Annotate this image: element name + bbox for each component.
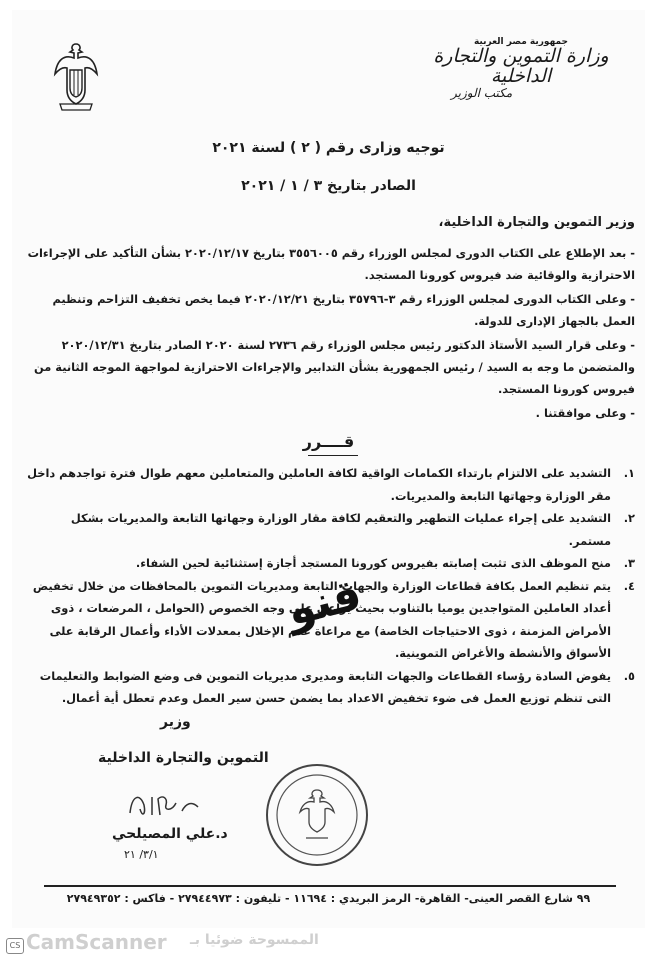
decision-item — [25, 462, 635, 507]
document-page — [12, 10, 645, 928]
decision-item-number: ٤. — [623, 578, 635, 593]
decision-item-number: ٣. — [623, 556, 635, 570]
camscanner-tagline: الممسوحة ضوئيا بـ — [190, 932, 319, 948]
decision-item — [25, 507, 635, 552]
camscanner-brand: CamScanner — [26, 930, 167, 954]
decision-item-number: ٢. — [623, 511, 635, 525]
handwritten-signature — [122, 785, 212, 825]
decision-item-text: يفوض السادة رؤساء القطاعات والجهات التابعة ومديرى مديريات التموين فى وضع الضوابط والتعليمات التى تنظم توزيع العمل فى ضوء تخفيض الاعداد بما يضمن حسن سير العمل وعدم تعطل أية أعمال. — [39, 668, 611, 705]
letterhead-office: مكتب الوزير — [451, 86, 513, 101]
decision-item — [25, 665, 635, 710]
decision-item — [25, 552, 635, 575]
decision-underline — [308, 455, 358, 456]
decision-item-text: التشديد على الالتزام بارتداء الكمامات الواقية لكافة العاملين والمتعاملين معهم طوال فترة تواجدهم داخل مقر الوزارة وجهاتها التابعة والمديريات. — [27, 466, 611, 503]
preamble-item: - بعد الإطلاع على الكتاب الدورى لمجلس الوزراء رقم ٣٥٥٦٠٠٥ بتاريخ ٢٠٢٠/١٢/١٧ بشأن التأكيد على الإجراءات الاحترازية والوقائية ضد فيروس كورونا المستجد. — [27, 246, 635, 282]
official-seal — [262, 760, 372, 870]
footer-address: ٩٩ شارع القصر العينى- القاهرة- الرمز البريدي : ١١٦٩٤ - تليفون : ٢٧٩٤٤٩٧٣ - فاكس : ٢٧٩٤٩٣٥٢ — [66, 892, 591, 905]
signatory-title: وزير — [160, 714, 191, 730]
directive-title: توجيه وزارى رقم ( ٢ ) لسنة ٢٠٢١ — [212, 140, 445, 156]
preamble-item: - وعلى قرار السيد الأستاذ الدكتور رئيس مجلس الوزراء رقم ٢٧٣٦ لسنة ٢٠٢٠ الصادر بتاريخ ٢٠٢٠/١٢/٣١ والمتضمن ما وجه به السيد / رئيس الجمهورية بشأن التدابير والإجراءات الاحترازية لمواجهة الموجه الثانية من فيروس كورونا المستجد. — [34, 338, 635, 396]
decision-item-text: منح الموظف الذى تثبت إصابته بفيروس كورونا المستجد أجازة إستثنائية لحين الشفاء. — [135, 556, 611, 570]
site-watermark: قنو — [281, 568, 367, 637]
camscanner-icon: CS — [6, 938, 24, 954]
signatory-name: د.علي المصيلحي — [112, 826, 228, 842]
eagle-emblem-icon — [52, 40, 100, 112]
decision-item-text: التشديد على إجراء عمليات التطهير والتعقيم لكافة مقار الوزارة وجهاتها التابعة والمديريات بشكل مستمر. — [70, 511, 611, 548]
footer-divider — [44, 885, 616, 887]
decision-item-number: ١. — [623, 466, 635, 480]
directive-date: الصادر بتاريخ ٣ / ١ / ٢٠٢١ — [241, 178, 416, 194]
letterhead — [411, 38, 631, 100]
decision-item-text: يتم تنظيم العمل بكافة قطاعات الوزارة والجهات التابعة ومديريات التموين بالمحافظات من خلال تخفيض أعداد العاملين المتواجدين يوميا بالتناوب بحيث يراعى على وجه الخصوص (الحوامل ، المرضعات ، ذوى الأمراض المزمنة ، ذوى الاحتياجات الخاصة) مع مراعاة عدم الإخلال بمعدلات الأداء وأعمال الرقابة على الأسواق والأنشطة والأغراض التموينية. — [32, 578, 611, 660]
decision-item-number: ٥. — [623, 668, 635, 683]
preamble-item: - وعلى موافقتنا . — [535, 406, 635, 420]
letterhead-republic: جمهورية مصر العربية — [473, 37, 569, 47]
decision-heading: قــــرر — [302, 432, 355, 451]
signature-date: ٣/١/ ٢١ — [124, 848, 159, 861]
preamble-item: - وعلى الكتاب الدورى لمجلس الوزراء رقم ٣-٣٥٧٩٦ بتاريخ ٢٠٢٠/١٢/٢١ فيما يخص تخفيف التزاحم وتنظيم العمل بالجهاز الإدارى للدولة. — [52, 292, 635, 328]
addressee: وزير التموين والتجارة الداخلية، — [438, 215, 635, 230]
letterhead-ministry: وزارة التموين والتجارة الداخلية — [433, 45, 609, 88]
signatory-ministry: التموين والتجارة الداخلية — [98, 750, 269, 766]
